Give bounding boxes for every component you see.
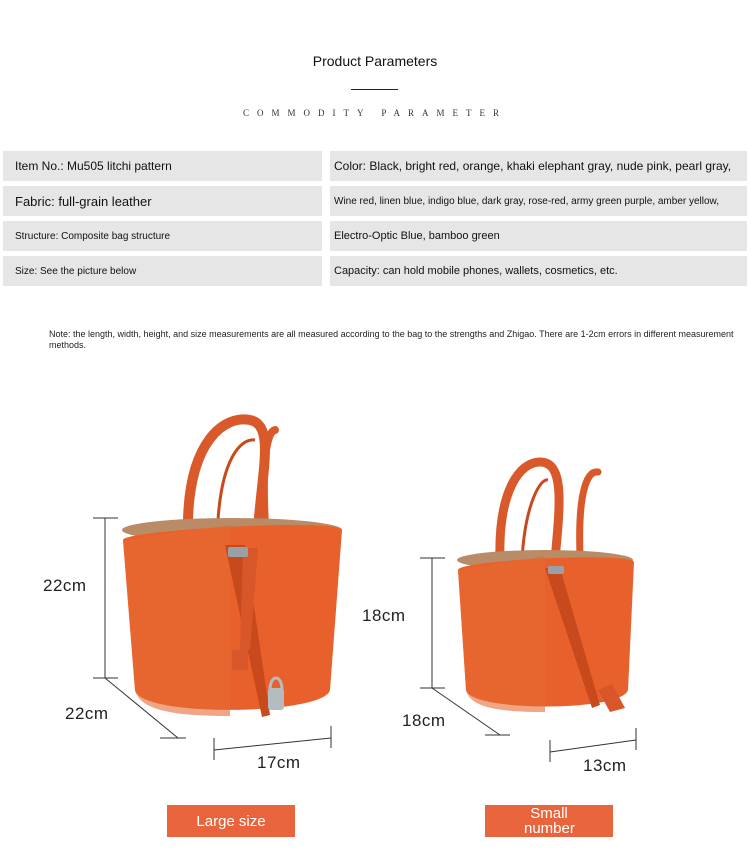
param-structure: Structure: Composite bag structure <box>3 221 322 251</box>
small-bag-height-label: 18cm <box>362 606 406 625</box>
large-size-button-label: Large size <box>196 812 266 830</box>
large-bag-image <box>122 419 342 717</box>
small-bag-depth-label: 18cm <box>402 711 446 730</box>
param-color-1: Color: Black, bright red, orange, khaki elephant gray, nude pink, pearl gray, <box>330 151 747 181</box>
param-color-2: Wine red, linen blue, indigo blue, dark gray, rose-red, army green purple, amber yellow, <box>330 186 747 216</box>
param-color-3: Electro-Optic Blue, bamboo green <box>330 221 747 251</box>
large-size-button[interactable] <box>167 805 295 837</box>
small-bag-width-label: 13cm <box>583 756 627 775</box>
large-bag-height-label: 22cm <box>43 576 87 595</box>
param-capacity: Capacity: can hold mobile phones, wallets, cosmetics, etc. <box>330 256 747 286</box>
large-bag-depth-label: 22cm <box>65 704 109 723</box>
large-bag-width-label: 17cm <box>257 753 301 772</box>
small-bag-image <box>457 462 634 712</box>
measurement-note: Note: the length, width, height, and size measurements are all measured according to the bag to the strengths and Zhigao. There are 1-2cm errors in different measurement methods. <box>49 329 734 350</box>
param-fabric: Fabric: full-grain leather <box>3 186 322 216</box>
small-number-button[interactable] <box>485 805 613 837</box>
page-subtitle: COMMODITY PARAMETER <box>242 108 508 118</box>
page-title: Product Parameters <box>312 53 438 69</box>
param-size: Size: See the picture below <box>3 256 322 286</box>
small-number-button-label: Small number <box>524 805 575 837</box>
param-item-no: Item No.: Mu505 litchi pattern <box>3 151 322 181</box>
